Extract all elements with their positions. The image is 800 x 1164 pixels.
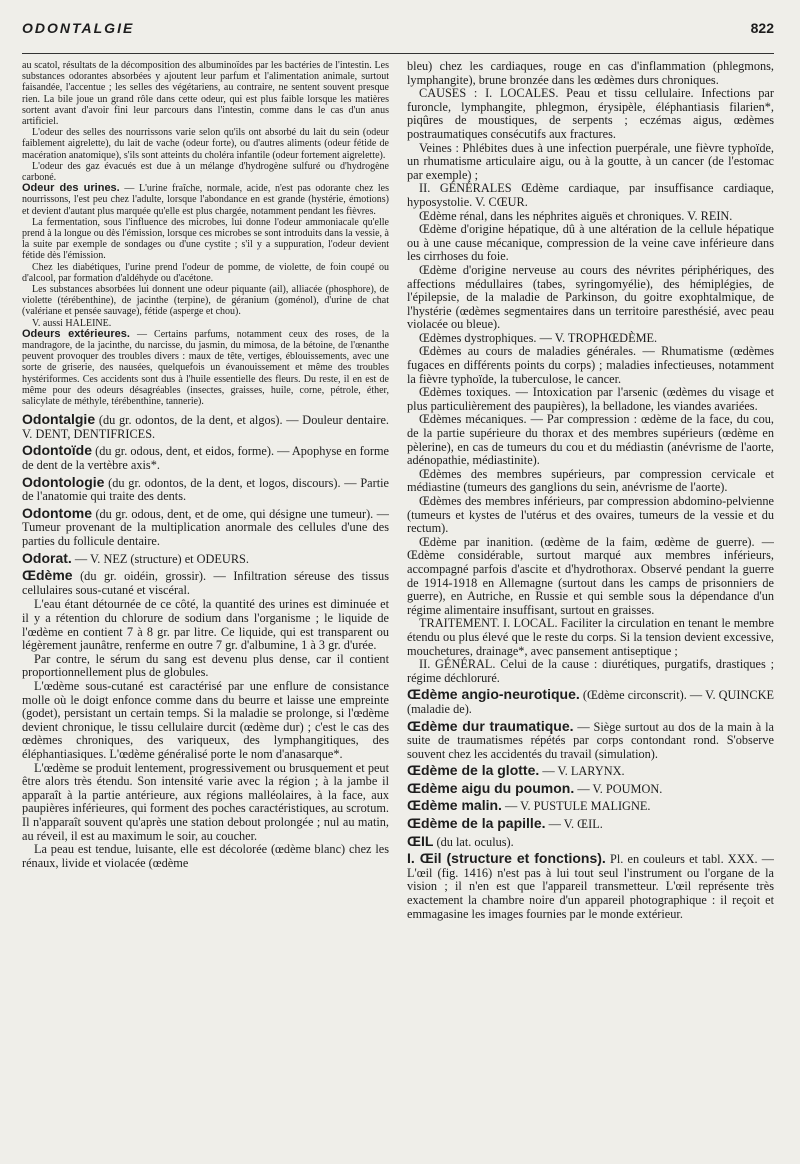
paragraph: Œdèmes des membres inférieurs, par compression abdomino-pelvienne (tumeurs et kystes de l'utérus et des ovaires, tumeurs de la vessie et du rectum). (407, 494, 774, 536)
dictionary-entry (407, 852, 774, 921)
entry-text: Pl. en couleurs et tabl. XXX. — L'œil (fig. 1416) n'est pas à lui tout seul l'instrument ou l'organe de la vision ; il n'en est que l'appareil transmetteur. L'œil représente très exactement la chambre noire d'un appareil photographique : il reçoit et emmagasine les images fournies par le monde extérieur. (407, 852, 774, 921)
subsection-urines (22, 183, 389, 217)
paragraph: V. aussi HALEINE. (32, 317, 112, 329)
oedeme-text-block (22, 598, 389, 870)
dictionary-entry (22, 413, 389, 441)
paragraph: L'odeur des selles des nourrissons varie selon qu'ils ont absorbé du lait du sein (odeur faiblement aigrelette), du lait de vache (odeur forte), ou d'autres aliments (odeur fétide de macération anatomique), s'ils sont atteints du choléra infantile (odeur fortement aigrelette). (22, 127, 389, 161)
paragraph: Œdèmes mécaniques. — Par compression : œdème de la face, du cou, de la partie supérieure du thorax et des membres supérieurs (œdème en pèlerine), en cas de tumeurs du cou et du médiastin (anévrisme de l'aorte, adénopathie, médiastinite). (407, 412, 774, 468)
paragraph-text: — Certains parfums, notamment ceux des roses, de la mandragore, de la jacinthe, du narcisse, du jasmin, du mimosa, de la bétoine, de l'œnanthe peuvent provoquer des troubles divers : maux de tête, vertiges, éblouissements, avec une sorte de griserie, des nausées, quelquefois un évanouissement et même des troubles hystériformes. Ces accidents sont dus à l'huile essentielle des fleurs. Du reste, il en est de même pour des odeurs désagréables (insectes, graisses, huile, corne, pétrole, éther, salicylate de méthyle, térébenthine, tannerie). (22, 328, 389, 408)
paragraph: La fermentation, sous l'influence des microbes, lui donne l'odeur ammoniacale qu'elle prend à la longue ou dès l'émission, lorsque ces microbes se sont introduits dans la vessie, à la suite par exemple de sondages ou d'une cystite ; s'il y a suppuration, l'odeur devient fétide dès l'émission. (22, 216, 389, 262)
paragraph: Œdème par inanition. (œdème de la faim, œdème de guerre). — Œdème considérable, surtout marqué aux membres inférieurs, accompagné parfois d'ascite et d'hydrothorax. Observé pendant la guerre de 1914-1918 en Allemagne (surtout dans les camps de prisonniers de guerre), en Autriche, en Russie et qui semble sous la dépendance d'un régime alimentaire insuffisant, surtout en graisses. (407, 534, 774, 617)
oedeme-continued-block (407, 60, 774, 685)
paragraph: La peau est tendue, luisante, elle est décolorée (œdème blanc) chez les rénaux, livide et violacée (œdème (22, 842, 389, 870)
dictionary-entry (22, 549, 389, 567)
dictionary-entry (22, 444, 389, 472)
entry-text: (du gr. odontos, de la dent, et algos). — Douleur dentaire. V. DENT, DENTIFRICES. (22, 413, 389, 441)
dictionary-entry (407, 779, 774, 797)
entry-text: — V. NEZ (structure) et ODEURS. (74, 551, 249, 566)
page-header (22, 20, 774, 50)
dictionary-entry (22, 504, 389, 549)
paragraph: Œdèmes des membres supérieurs, par compression cervicale et médiastine (tumeurs des ganglions du sein, anévrisme de l'aorte). (407, 466, 774, 495)
paragraph: L'œdème sous-cutané est caractérisé par une enflure de consistance molle où le doigt enfonce comme dans du beurre et laisse une empreinte (godet), persistant un certain temps. Si la maladie se prolonge, si l'œdème devient chronique, le tissu cellulaire durcit (œdème dur) ; c'est le cas des œdèmes chroniques, des variqueux, des lymphangitiques, des éléphantiasiques. L'œdème généralisé porte le nom d'anasarque*. (22, 678, 389, 761)
dictionary-entry (407, 817, 774, 832)
entry-headword: Œdème dur traumatique. (407, 717, 574, 734)
paragraph: au scatol, résultats de la décomposition des albuminoïdes par les bactéries de l'intestin. Les substances odorantes absorbées y ajoutent leur parfum et l'alimentation animale, surtout faisandée, l'accentue ; les selles des végétariens, au contraire, ne sentent souvent presque rien. La bile joue un grand rôle dans cette odeur, qui est plus faible lorsque les matières sortent avant d'avoir fini leur parcours dans l'intestin, comme dans le cas d'un anus artificiel. (22, 60, 389, 128)
entry-text: (du gr. odontos, de la dent, et logos, discours). — Partie de l'anatomie qui traite des dents. (22, 475, 389, 504)
paragraph: L'eau étant détournée de ce côté, la quantité des urines est diminuée et il y a rétention du chlorure de sodium dans l'organisme ; le liquide de l'œdème en contient 7 à 8 gr. par litre. Ce liquide, qui est transparent ou légèrement jaunâtre, renferme en outre 7 gr. d'albumine, 1 à 3 gr. d'urée. (22, 597, 389, 653)
paragraph: Œdèmes dystrophiques. — V. TROPHŒDÈME. (419, 330, 658, 345)
paragraph: Par contre, le sérum du sang est devenu plus dense, car il contient proportionnellement plus de globules. (22, 651, 389, 680)
entry-text: — V. ŒIL. (548, 817, 603, 832)
entry-text: (du gr. odous, dent, et eidos, forme). — Apophyse en forme de dent de la vertèbre axis*. (22, 444, 389, 473)
paragraph: II. GÉNÉRAL. Celui de la cause : diurétiques, purgatifs, drastiques ; régime déchloruré. (407, 657, 774, 685)
entry-headword: Œdème de la glotte. (407, 762, 540, 779)
page-number: 822 (750, 20, 774, 36)
two-column-body (22, 60, 774, 922)
paragraph: Œdème d'origine hépatique, dû à une altération de la cellule hépatique ou à une cause mécanique, compression de la veine cave inférieure dans les cirrhoses du foie. (407, 222, 774, 264)
subsection-heading: Odeurs extérieures. (22, 327, 130, 340)
right-column (407, 60, 774, 922)
entry-text: (Œdème circonscrit). — V. QUINCKE (maladie de). (407, 688, 774, 716)
dictionary-entry (22, 569, 389, 597)
entry-headword: Œdème aigu du poumon. (407, 779, 575, 796)
dictionary-entry (22, 473, 389, 504)
entry-headword: Odontalgie (22, 411, 96, 428)
subsection-heading: Odeur des urines. (22, 182, 120, 195)
paragraph: Chez les diabétiques, l'urine prend l'odeur de pomme, de violette, de foin coupé ou d'alcool, par formation d'aldéhyde ou d'acétone. (22, 261, 389, 284)
entry-headword: I. Œil (structure et fonctions). (407, 850, 606, 867)
dictionary-entry (407, 688, 774, 716)
paragraph: L'œdème se produit lentement, progressivement ou brusquement et peut être alors très étendu. Son intensité varie avec la région ; à la jambe il apparaît à la partie antérieure, aux régions malléolaires, à la face, aux paupières inférieures, qui forment des poches caractéristiques, au scrotum. Il n'apparaît souvent qu'après une station debout prolongée ; nul au matin, au réveil, il est au maximum le soir, au coucher. (22, 760, 389, 843)
entry-text: (du gr. odous, dent, et de ome, qui désigne une tumeur). — Tumeur provenant de la multiplication anormale des cellules d'une des parties du follicule dentaire. (22, 506, 389, 549)
paragraph: Les substances absorbées lui donnent une odeur piquante (ail), alliacée (phosphore), de violette (térébenthine), de jacinthe (terpine), de géranium (goménol), d'urine de chat (valériane et pensée sauvage), fétide (asperge et chou). (22, 284, 389, 318)
paragraph-text: — L'urine fraîche, normale, acide, n'est pas odorante chez les nourrissons, l'est peu chez l'adulte, lorsque l'abondance en est grande (hystérie, émotions) et devient d'autant plus marquée qu'elle est plus chargée, notamment pendant les fièvres. (22, 183, 389, 217)
paragraph: bleu) chez les cardiaques, rouge en cas d'inflammation (phlegmons, lymphangite), brune bronzée dans les œdèmes durs chroniques. (407, 60, 774, 87)
small-text-block (22, 60, 389, 407)
entry-headword: Odontome (22, 504, 92, 521)
paragraph: Œdèmes au cours de maladies générales. — Rhumatisme (œdèmes fugaces en différents points du corps) ; maladies infectieuses, notamment la fièvre typhoïde, la tuberculose, le cancer. (407, 344, 774, 386)
dictionary-entry (407, 717, 774, 762)
subsection-exterieures (22, 329, 389, 407)
entry-headword: Odorat. (22, 549, 72, 566)
entry-headword: Œdème angio-neurotique. (407, 686, 580, 703)
running-head: ODONTALGIE (22, 20, 135, 36)
paragraph: Œdème d'origine nerveuse au cours des névrites périphériques, des affections médullaires (tabes, syringomyélie), des hémiplégies, de l'épilepsie, de la maladie de Parkinson, du goitre exophtalmique, de l'hystérie (œdèmes segmentaires dans un territoire paresthésié, avec peau violacée ou bleue). (407, 262, 774, 332)
entry-text: (du lat. oculus). (436, 834, 514, 849)
entry-text: (du gr. oidéin, grossir). — Infiltration séreuse des tissus cellulaires sous-cutané et viscéral. (22, 569, 389, 597)
entry-text: — Siège surtout au dos de la main à la suite de traumatismes répétés par corps contondant rond. S'observe souvent chez les accidentés du travail (simulation). (407, 719, 774, 761)
entry-text: — V. PUSTULE MALIGNE. (505, 799, 651, 814)
dictionary-entry (407, 799, 774, 814)
paragraph: II. GÉNÉRALES Œdème cardiaque, par insuffisance cardiaque, hyposystolie. V. CŒUR. (407, 181, 774, 209)
paragraph: L'odeur des gaz évacués est due à un mélange d'hydrogène sulfuré ou d'hydrogène carboné. (22, 160, 389, 184)
header-rule (22, 53, 774, 54)
entry-text: — V. LARYNX. (542, 764, 625, 779)
paragraph: Œdèmes toxiques. — Intoxication par l'arsenic (œdèmes du visage et plus particulièrement des paupières), la belladone, les viandes avariées. (407, 385, 774, 413)
paragraph: TRAITEMENT. I. LOCAL. Faciliter la circulation en tenant le membre étendu ou plus élevé que le reste du corps. Si la tension devient excessive, mouchetures, drainage*, avec pansement antiseptique ; (407, 616, 774, 658)
dictionary-entry (407, 832, 774, 850)
entry-headword: Odontologie (22, 473, 105, 490)
dictionary-entry (407, 764, 774, 779)
entry-headword: Odontoïde (22, 442, 92, 459)
paragraph: Œdème rénal, dans les néphrites aiguës et chroniques. V. REIN. (419, 208, 733, 223)
left-column (22, 60, 389, 922)
entry-headword: Œdème malin. (407, 797, 502, 814)
paragraph: CAUSES : I. LOCALES. Peau et tissu cellulaire. Infections par furoncle, lymphangite, phlegmon, érysipèle, éléphantiasis filarien*, piqûres de moustiques, de serpents ; eczémas aigus, œdèmes postraumatiques consécutifs aux fractures. (407, 86, 774, 141)
entry-text: — V. POUMON. (577, 781, 663, 796)
paragraph: Veines : Phlébites dues à une infection puerpérale, une fièvre typhoïde, un rhumatisme articulaire aigu, ou à la goutte, à un cancer (de l'estomac par exemple) ; (407, 140, 774, 182)
entry-headword: Œdème (22, 567, 73, 584)
entry-headword: Œdème de la papille. (407, 815, 546, 832)
entry-headword: ŒIL (407, 832, 434, 849)
